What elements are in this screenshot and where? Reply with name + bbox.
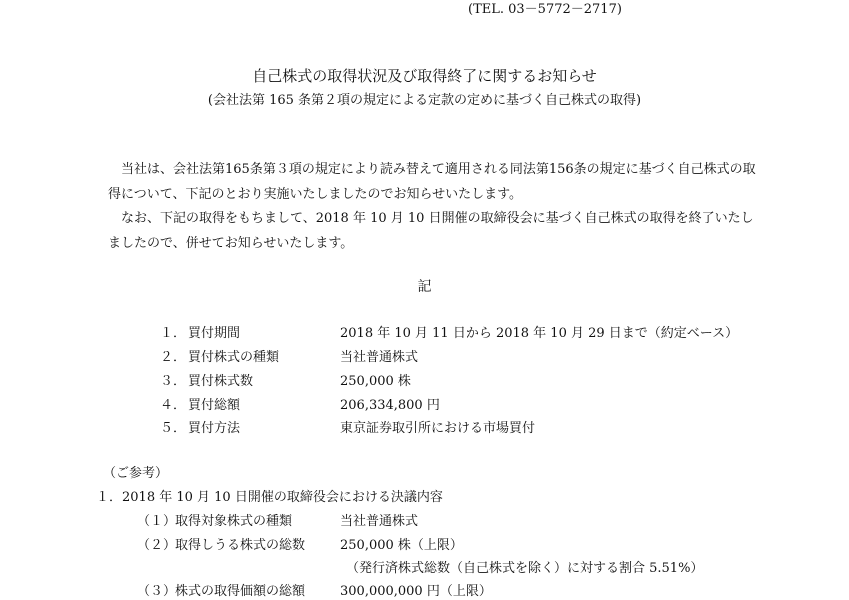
detail-label: 買付株式数 [188, 374, 254, 389]
reference-subitem-num: （３） [137, 584, 177, 599]
reference-heading: （ご参考） [103, 466, 169, 481]
body-paragraph-1: 当社は、会社法第165条第３項の規定により読み替えて適用される同法第156条の規定に基づく自己株式の取得について、下記のとおり実施いたしましたのでお知らせいたします。 [108, 162, 756, 202]
detail-num: ３． [160, 374, 187, 389]
detail-label: 買付方法 [188, 421, 241, 436]
detail-label: 買付株式の種類 [188, 350, 280, 365]
page-subtitle: (会社法第 165 条第２項の規定による定款の定めに基づく自己株式の取得) [207, 93, 642, 108]
reference-subitem-label: 株式の取得価額の総額 [175, 584, 306, 599]
detail-num: ２． [160, 350, 187, 365]
reference-subitem-label: 取得対象株式の種類 [175, 514, 293, 529]
reference-subitem-value: 当社普通株式 [340, 514, 419, 529]
reference-subitem-value: 250,000 株（上限） [340, 538, 463, 553]
detail-label: 買付総額 [188, 398, 241, 413]
reference-note: （発行済株式総数（自己株式を除く）に対する割合 5.51%） [346, 561, 704, 576]
page-title: 自己株式の取得状況及び取得終了に関するお知らせ [252, 67, 597, 85]
reference-subitem-value: 300,000,000 円（上限） [340, 584, 492, 599]
detail-label: 買付期間 [188, 326, 241, 341]
detail-value: 当社普通株式 [340, 350, 419, 365]
detail-value: 2018 年 10 月 11 日から 2018 年 10 月 29 日まで（約定ベース） [340, 326, 739, 341]
ki-heading: 記 [417, 279, 432, 295]
body-paragraph-2: なお、下記の取得をもちまして、2018 年 10 月 10 日開催の取締役会に基づく自己株式の取得を終了いたしましたので、併せてお知らせいたします。 [108, 211, 754, 251]
reference-item-1: １．2018 年 10 月 10 日開催の取締役会における決議内容 [96, 490, 443, 505]
detail-value: 東京証券取引所における市場買付 [340, 421, 536, 436]
header-tel: (TEL. 03－5772－2717) [468, 2, 622, 17]
detail-num: ５． [160, 421, 187, 436]
reference-subitem-label: 取得しうる株式の総数 [175, 538, 306, 553]
detail-value: 250,000 株 [340, 374, 411, 389]
detail-num: ４． [160, 398, 187, 413]
reference-subitem-num: （１） [137, 514, 177, 529]
detail-value: 206,334,800 円 [340, 398, 440, 413]
detail-num: １． [160, 326, 187, 341]
reference-subitem-num: （２） [137, 538, 177, 553]
